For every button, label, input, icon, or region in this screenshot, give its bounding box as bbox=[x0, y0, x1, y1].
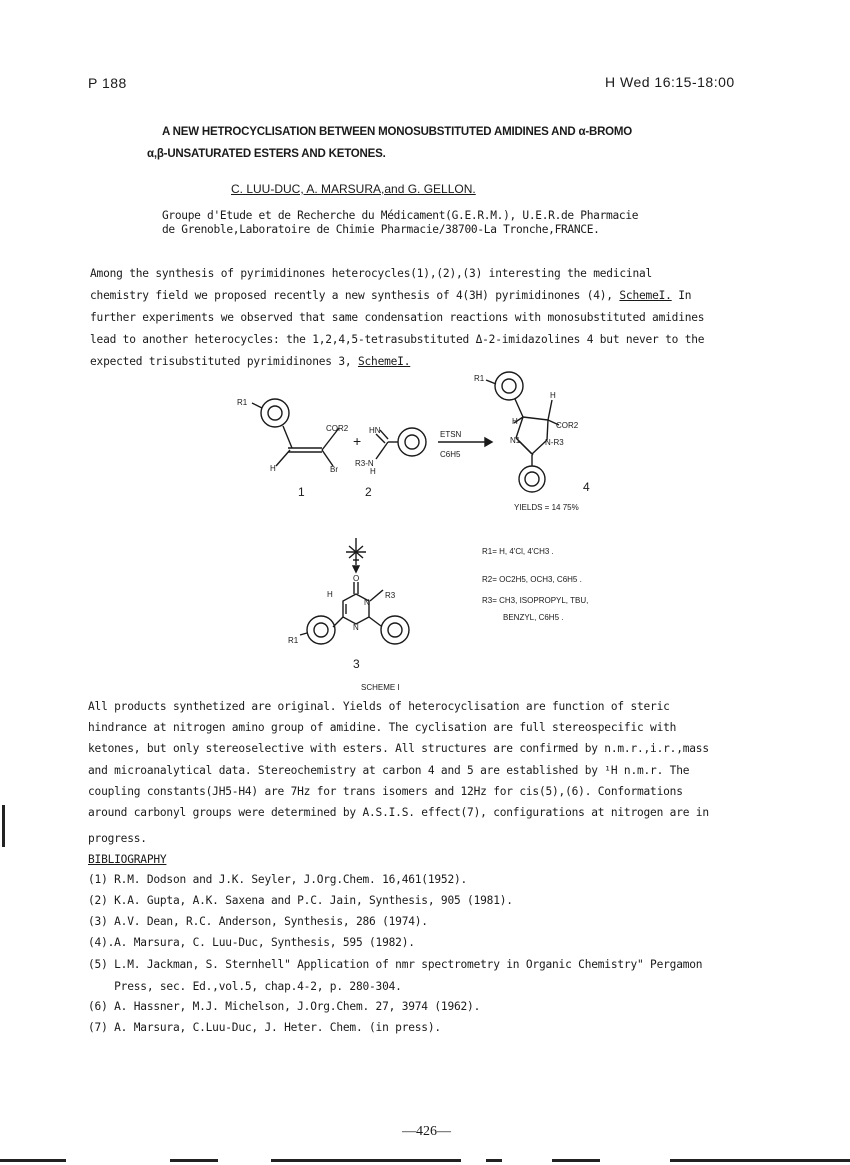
reagent-bottom: C6H5 bbox=[440, 450, 461, 459]
results-line4: and microanalytical data. Stereochemistry at carbon 4 and 5 are established by ¹H n.m.r. The bbox=[88, 764, 690, 777]
n-label-3b: N bbox=[353, 623, 359, 632]
scan-rule bbox=[170, 1159, 218, 1162]
results-line7: progress. bbox=[88, 832, 147, 845]
compound-number-4: 4 bbox=[583, 480, 590, 494]
results-line1: All products synthetized are original. Yields of heterocyclisation are function of steric bbox=[88, 700, 670, 713]
legend-r1: R1= H, 4'Cl, 4'CH3 . bbox=[482, 547, 554, 556]
session-time: H Wed 16:15-18:00 bbox=[605, 74, 735, 90]
scan-rule bbox=[271, 1159, 461, 1162]
legend-r3a: R3= CH3, ISOPROPYL, TBU, bbox=[482, 596, 589, 605]
n1-label: N1 bbox=[510, 436, 521, 445]
affiliation-line2: de Grenoble,Laboratoire de Chimie Pharmacie/38700-La Tronche,FRANCE. bbox=[162, 223, 600, 236]
scheme-caption: SCHEME I bbox=[361, 683, 400, 692]
reference-item: (1) R.M. Dodson and J.K. Seyler, J.Org.Chem. 16,461(1952). bbox=[88, 873, 468, 886]
results-line6: around carbonyl groups were determined by A.S.I.S. effect(7), configurations at nitrogen are in bbox=[88, 806, 709, 819]
h-label-2: H bbox=[370, 467, 376, 476]
plus-sign: + bbox=[353, 433, 362, 449]
h-label-3: H bbox=[327, 590, 333, 599]
n-label-3a: N bbox=[364, 598, 370, 607]
scan-rule bbox=[552, 1159, 600, 1162]
yields-label: YIELDS = 14 75% bbox=[514, 503, 579, 512]
reference-item: (3) A.V. Dean, R.C. Anderson, Synthesis, 286 (1974). bbox=[88, 915, 428, 928]
cor2-label-4: COR2 bbox=[556, 421, 579, 430]
reference-item: (6) A. Hassner, M.J. Michelson, J.Org.Chem. 27, 3974 (1962). bbox=[88, 1000, 481, 1013]
reference-item: Press, sec. Ed.,vol.5, chap.4-2, p. 280-304. bbox=[88, 980, 402, 993]
r3-label-3: R3 bbox=[385, 591, 396, 600]
intro-line3: further experiments we observed that same condensation reactions with monosubstituted amidines bbox=[90, 311, 705, 324]
scan-rule bbox=[0, 1159, 66, 1162]
reference-item: (2) K.A. Gupta, A.K. Saxena and P.C. Jain, Synthesis, 905 (1981). bbox=[88, 894, 513, 907]
paper-title-line1: A NEW HETROCYCLISATION BETWEEN MONOSUBSTITUTED AMIDINES AND α-BROMO bbox=[162, 126, 633, 138]
reference-item: (7) A. Marsura, C.Luu-Duc, J. Heter. Chem. (in press). bbox=[88, 1021, 441, 1034]
bibliography-heading: BIBLIOGRAPHY bbox=[88, 853, 167, 866]
results-line2: hindrance at nitrogen amino group of amidine. The cyclisation are full stereospecific with bbox=[88, 721, 677, 734]
phenyl-ring bbox=[261, 399, 289, 427]
compound-number-2: 2 bbox=[365, 485, 372, 499]
intro-line4: lead to another heterocycles: the 1,2,4,5-tetrasubstituted Δ-2-imidazolines 4 but never to the bbox=[90, 333, 705, 346]
authors: C. LUU-DUC, A. MARSURA,and G. GELLON. bbox=[231, 182, 476, 196]
compound-number-3: 3 bbox=[353, 657, 360, 671]
intro-line5: expected trisubstituted pyrimidinones 3, SchemeI. bbox=[90, 355, 411, 368]
legend-r3b: BENZYL, C6H5 . bbox=[503, 613, 564, 622]
br-label: Br bbox=[330, 465, 338, 474]
reference-item: (5) L.M. Jackman, S. Sternhell" Application of nmr spectrometry in Organic Chemistry" Pergamon bbox=[88, 958, 703, 971]
h-label-1: H bbox=[270, 464, 276, 473]
scan-rule bbox=[670, 1159, 850, 1162]
h-label-4a: H bbox=[550, 391, 556, 400]
affiliation-line1: Groupe d'Etude et de Recherche du Médicament(G.E.R.M.), U.E.R.de Pharmacie bbox=[162, 209, 639, 222]
hn-label: HN bbox=[369, 426, 381, 435]
o-label: O bbox=[353, 574, 360, 583]
h-label-4b: H bbox=[512, 417, 518, 426]
page-code: P 188 bbox=[88, 75, 127, 91]
results-line3: ketones, but only stereoselective with esters. All structures are confirmed by n.m.r.,i.r.,mass bbox=[88, 742, 709, 755]
intro-line2: chemistry field we proposed recently a new synthesis of 4(3H) pyrimidinones (4), SchemeI. In bbox=[90, 289, 692, 302]
scan-rule bbox=[486, 1159, 502, 1162]
page-number: —426— bbox=[402, 1124, 451, 1139]
scheme-ref: SchemeI. bbox=[619, 289, 672, 302]
scan-mark bbox=[2, 805, 5, 847]
reference-item: (4).A. Marsura, C. Luu-Duc, Synthesis, 595 (1982). bbox=[88, 936, 415, 949]
cor2-label-1: COR2 bbox=[326, 424, 349, 433]
results-line5: coupling constants(JH5-H4) are 7Hz for trans isomers and 12Hz for cis(5),(6). Conformations bbox=[88, 785, 683, 798]
r3n-label: R3-N bbox=[355, 459, 374, 468]
legend-r2: R2= OC2H5, OCH3, C6H5 . bbox=[482, 575, 582, 584]
compound-number-1: 1 bbox=[298, 485, 305, 499]
r1-label-4: R1 bbox=[474, 374, 485, 383]
r1-label-3: R1 bbox=[288, 636, 299, 645]
reagent-top: ETSN bbox=[440, 430, 462, 439]
n3-label: N-R3 bbox=[545, 438, 564, 447]
r1-label-1: R1 bbox=[237, 398, 248, 407]
scheme-ref-2: SchemeI. bbox=[357, 355, 411, 368]
intro-line1: Among the synthesis of pyrimidinones heterocycles(1),(2),(3) interesting the medicinal bbox=[90, 267, 653, 280]
paper-title-line2: α,β-UNSATURATED ESTERS AND KETONES. bbox=[147, 148, 386, 160]
